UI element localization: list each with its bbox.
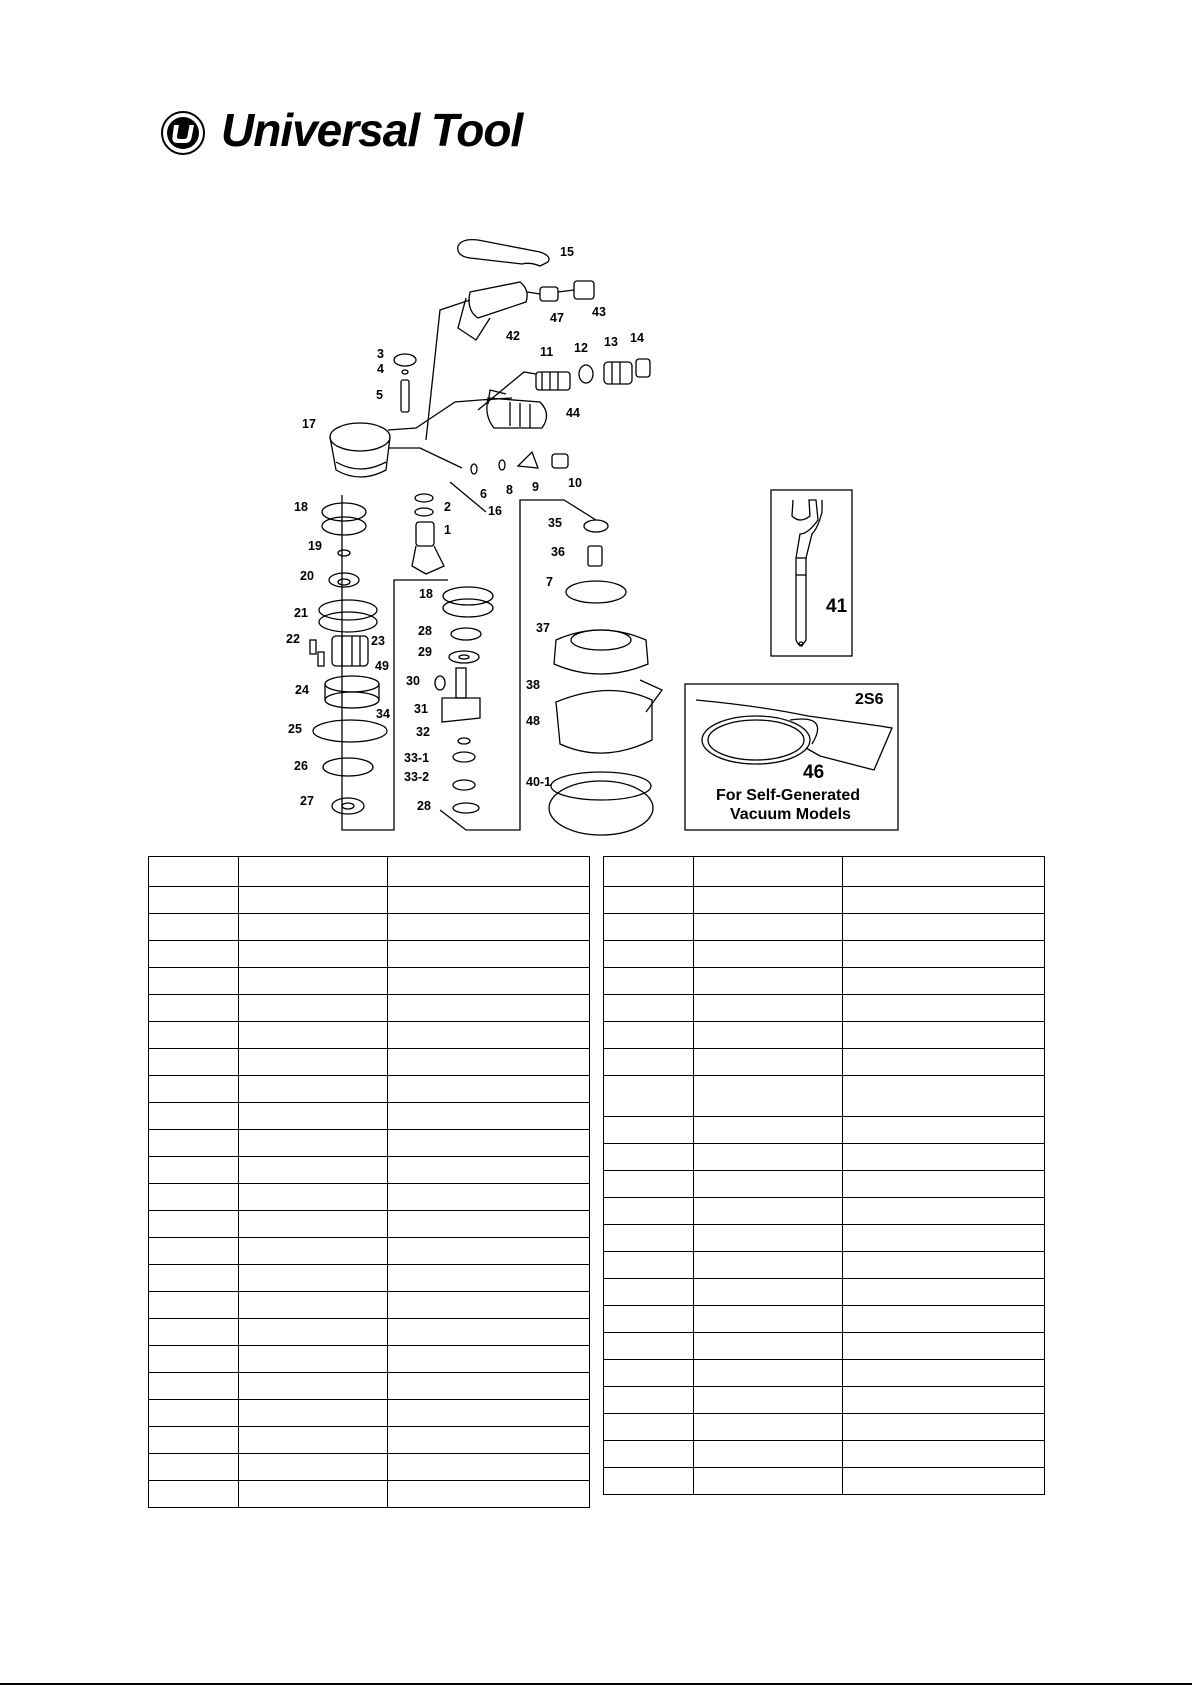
table-cell	[694, 1360, 843, 1387]
table-cell	[149, 1157, 239, 1184]
table-cell	[843, 1360, 1045, 1387]
part-label: 15	[560, 245, 574, 259]
table-row	[149, 1076, 590, 1103]
table-row	[149, 1130, 590, 1157]
table-cell	[694, 914, 843, 941]
table-cell	[239, 995, 388, 1022]
part-label: 3	[377, 347, 384, 361]
table-cell	[604, 1049, 694, 1076]
table-cell	[843, 1441, 1045, 1468]
table-cell	[388, 1130, 590, 1157]
table-row	[604, 995, 1045, 1022]
table-cell	[149, 1400, 239, 1427]
table-cell	[694, 1279, 843, 1306]
table-cell	[843, 941, 1045, 968]
table-cell	[149, 887, 239, 914]
part-label: 17	[302, 417, 316, 431]
table-row	[604, 1306, 1045, 1333]
table-row	[604, 1252, 1045, 1279]
table-row	[604, 1171, 1045, 1198]
table-cell	[388, 914, 590, 941]
table-cell	[388, 1157, 590, 1184]
table-row	[149, 1022, 590, 1049]
table-row	[149, 1481, 590, 1508]
part-label: 32	[416, 725, 430, 739]
table-cell	[388, 1373, 590, 1400]
table-row	[149, 1103, 590, 1130]
table-row	[604, 1387, 1045, 1414]
table-cell	[694, 1252, 843, 1279]
part-label: 5	[376, 388, 383, 402]
table-cell	[604, 995, 694, 1022]
part-label: 18	[294, 500, 308, 514]
part-label: 34	[376, 707, 390, 721]
table-cell	[694, 1049, 843, 1076]
part-label: 35	[548, 516, 562, 530]
table-cell	[149, 995, 239, 1022]
table-cell	[694, 1225, 843, 1252]
part-label: 25	[288, 722, 302, 736]
table-row	[604, 1022, 1045, 1049]
table-row	[604, 1076, 1045, 1117]
table-cell	[604, 1387, 694, 1414]
table-row	[149, 1319, 590, 1346]
table-cell	[388, 1454, 590, 1481]
table-cell	[694, 1171, 843, 1198]
table-cell	[843, 1333, 1045, 1360]
table-cell	[149, 1454, 239, 1481]
table-cell	[604, 1117, 694, 1144]
part-label: 6	[480, 487, 487, 501]
table-cell	[149, 1292, 239, 1319]
part-label: 10	[568, 476, 582, 490]
table-cell	[239, 1427, 388, 1454]
table-cell	[843, 857, 1045, 887]
table-cell	[604, 1198, 694, 1225]
table-row	[604, 1360, 1045, 1387]
part-label: 38	[526, 678, 540, 692]
table-cell	[843, 1279, 1045, 1306]
table-cell	[694, 857, 843, 887]
table-cell	[843, 1225, 1045, 1252]
part-label: 20	[300, 569, 314, 583]
part-label: 7	[546, 575, 553, 589]
table-row	[604, 887, 1045, 914]
table-cell	[149, 1238, 239, 1265]
part-label: 26	[294, 759, 308, 773]
table-cell	[149, 1481, 239, 1508]
table-cell	[694, 1441, 843, 1468]
table-row	[149, 1454, 590, 1481]
table-cell	[388, 1400, 590, 1427]
table-cell	[694, 1144, 843, 1171]
part-label: 14	[630, 331, 644, 345]
part-label: 28	[417, 799, 431, 813]
table-cell	[388, 1184, 590, 1211]
table-cell	[843, 1306, 1045, 1333]
table-cell	[149, 1346, 239, 1373]
table-cell	[388, 1238, 590, 1265]
table-row	[604, 857, 1045, 887]
table-row	[604, 1144, 1045, 1171]
table-row	[604, 968, 1045, 995]
table-row	[604, 1198, 1045, 1225]
part-label: 2	[444, 500, 451, 514]
table-cell	[149, 1211, 239, 1238]
part-label: 24	[295, 683, 309, 697]
table-cell	[694, 1333, 843, 1360]
table-cell	[604, 1076, 694, 1117]
table-row	[604, 914, 1045, 941]
hose-part-label: 46	[803, 762, 825, 783]
part-label: 9	[532, 480, 539, 494]
table-cell	[239, 1022, 388, 1049]
table-cell	[843, 1076, 1045, 1117]
parts-table-right	[603, 856, 1045, 1495]
part-label: 27	[300, 794, 314, 808]
table-cell	[604, 1279, 694, 1306]
table-row	[149, 1373, 590, 1400]
table-row	[149, 1184, 590, 1211]
table-cell	[694, 1414, 843, 1441]
table-cell	[239, 1103, 388, 1130]
table-cell	[149, 1130, 239, 1157]
part-label: 44	[566, 406, 580, 420]
table-cell	[604, 857, 694, 887]
table-cell	[149, 1184, 239, 1211]
table-cell	[843, 1414, 1045, 1441]
table-cell	[843, 968, 1045, 995]
table-cell	[843, 914, 1045, 941]
table-cell	[843, 1022, 1045, 1049]
table-row	[149, 857, 590, 887]
hose-caption-line2: Vacuum Models	[730, 806, 851, 823]
table-cell	[149, 1103, 239, 1130]
part-label: 19	[308, 539, 322, 553]
table-cell	[388, 1076, 590, 1103]
table-cell	[239, 1481, 388, 1508]
table-cell	[694, 1468, 843, 1495]
table-cell	[239, 1319, 388, 1346]
hose-caption-line1: For Self-Generated	[716, 787, 861, 804]
table-cell	[239, 1454, 388, 1481]
table-cell	[694, 887, 843, 914]
wrench-inset	[771, 490, 852, 656]
part-label: 42	[506, 329, 520, 343]
table-cell	[149, 941, 239, 968]
hose-inset	[685, 684, 898, 830]
part-label: 43	[592, 305, 606, 319]
table-cell	[388, 1103, 590, 1130]
table-cell	[239, 857, 388, 887]
table-cell	[694, 1117, 843, 1144]
table-cell	[604, 914, 694, 941]
table-row	[604, 1441, 1045, 1468]
table-cell	[149, 1076, 239, 1103]
table-cell	[843, 1198, 1045, 1225]
brand-name: Universal Tool	[221, 104, 523, 156]
table-row	[149, 1292, 590, 1319]
table-cell	[239, 1076, 388, 1103]
table-cell	[388, 1319, 590, 1346]
part-label: 49	[375, 659, 389, 673]
table-cell	[604, 941, 694, 968]
table-cell	[149, 857, 239, 887]
table-cell	[388, 1211, 590, 1238]
table-cell	[149, 968, 239, 995]
table-row	[149, 995, 590, 1022]
table-row	[149, 1238, 590, 1265]
wrench-part-label: 41	[826, 596, 848, 617]
table-cell	[843, 1117, 1045, 1144]
part-label: 22	[286, 632, 300, 646]
part-label: 48	[526, 714, 540, 728]
table-row	[149, 887, 590, 914]
table-cell	[843, 1049, 1045, 1076]
table-cell	[694, 1387, 843, 1414]
table-cell	[239, 1130, 388, 1157]
table-row	[149, 1265, 590, 1292]
table-cell	[388, 1265, 590, 1292]
table-cell	[149, 1022, 239, 1049]
table-row	[149, 914, 590, 941]
table-cell	[843, 887, 1045, 914]
table-cell	[604, 1333, 694, 1360]
table-cell	[694, 1076, 843, 1117]
table-row	[149, 968, 590, 995]
table-cell	[388, 1427, 590, 1454]
table-row	[149, 1157, 590, 1184]
table-cell	[388, 1481, 590, 1508]
part-label: 16	[488, 504, 502, 518]
part-label: 33-1	[404, 751, 430, 765]
table-row	[604, 1468, 1045, 1495]
part-label: 23	[371, 634, 385, 648]
part-label: 30	[406, 674, 420, 688]
table-cell	[388, 1022, 590, 1049]
table-cell	[239, 1346, 388, 1373]
table-row	[604, 1279, 1045, 1306]
table-cell	[604, 1441, 694, 1468]
table-cell	[388, 941, 590, 968]
table-cell	[694, 941, 843, 968]
table-cell	[694, 995, 843, 1022]
table-cell	[604, 887, 694, 914]
table-cell	[239, 1400, 388, 1427]
table-row	[149, 1211, 590, 1238]
table-cell	[239, 941, 388, 968]
table-cell	[604, 1360, 694, 1387]
table-cell	[239, 1184, 388, 1211]
table-cell	[604, 1306, 694, 1333]
table-cell	[239, 1292, 388, 1319]
table-cell	[694, 1198, 843, 1225]
table-row	[149, 1400, 590, 1427]
table-cell	[604, 968, 694, 995]
parts-table-left	[148, 856, 590, 1508]
table-cell	[239, 1265, 388, 1292]
table-cell	[388, 968, 590, 995]
table-row	[604, 1414, 1045, 1441]
table-cell	[843, 995, 1045, 1022]
table-cell	[388, 995, 590, 1022]
table-cell	[843, 1171, 1045, 1198]
table-cell	[239, 887, 388, 914]
table-cell	[239, 1238, 388, 1265]
table-cell	[388, 857, 590, 887]
part-label: 29	[418, 645, 432, 659]
hose-model-label: 2S6	[855, 691, 884, 708]
table-cell	[694, 968, 843, 995]
table-cell	[604, 1252, 694, 1279]
part-label: 18	[419, 587, 433, 601]
table-cell	[604, 1171, 694, 1198]
part-label: 28	[418, 624, 432, 638]
table-row	[149, 941, 590, 968]
table-cell	[239, 1049, 388, 1076]
part-label: 37	[536, 621, 550, 635]
table-cell	[694, 1022, 843, 1049]
table-cell	[388, 887, 590, 914]
table-cell	[239, 1157, 388, 1184]
part-label: 4	[377, 362, 384, 376]
table-cell	[388, 1292, 590, 1319]
part-label: 8	[506, 483, 513, 497]
table-row	[604, 941, 1045, 968]
table-cell	[149, 1373, 239, 1400]
part-label: 40-1	[526, 775, 552, 789]
part-label: 47	[550, 311, 564, 325]
table-cell	[149, 914, 239, 941]
table-row	[149, 1346, 590, 1373]
table-cell	[604, 1022, 694, 1049]
table-row	[149, 1427, 590, 1454]
table-cell	[843, 1144, 1045, 1171]
part-label: 11	[540, 345, 554, 359]
table-cell	[843, 1252, 1045, 1279]
table-cell	[843, 1387, 1045, 1414]
table-cell	[149, 1427, 239, 1454]
table-cell	[604, 1144, 694, 1171]
table-cell	[388, 1049, 590, 1076]
table-cell	[239, 1373, 388, 1400]
table-cell	[388, 1346, 590, 1373]
table-row	[604, 1049, 1045, 1076]
table-cell	[239, 914, 388, 941]
part-label: 36	[551, 545, 565, 559]
table-cell	[604, 1468, 694, 1495]
table-row	[604, 1117, 1045, 1144]
table-row	[149, 1049, 590, 1076]
table-cell	[149, 1049, 239, 1076]
part-label: 31	[414, 702, 428, 716]
table-cell	[239, 1211, 388, 1238]
table-cell	[149, 1319, 239, 1346]
table-cell	[604, 1225, 694, 1252]
part-label: 21	[294, 606, 308, 620]
table-cell	[239, 968, 388, 995]
table-cell	[149, 1265, 239, 1292]
part-label: 33-2	[404, 770, 430, 784]
part-label: 13	[604, 335, 618, 349]
table-cell	[604, 1414, 694, 1441]
table-cell	[694, 1306, 843, 1333]
table-row	[604, 1333, 1045, 1360]
table-cell	[843, 1468, 1045, 1495]
part-label: 1	[444, 523, 451, 537]
part-label: 12	[574, 341, 588, 355]
table-row	[604, 1225, 1045, 1252]
